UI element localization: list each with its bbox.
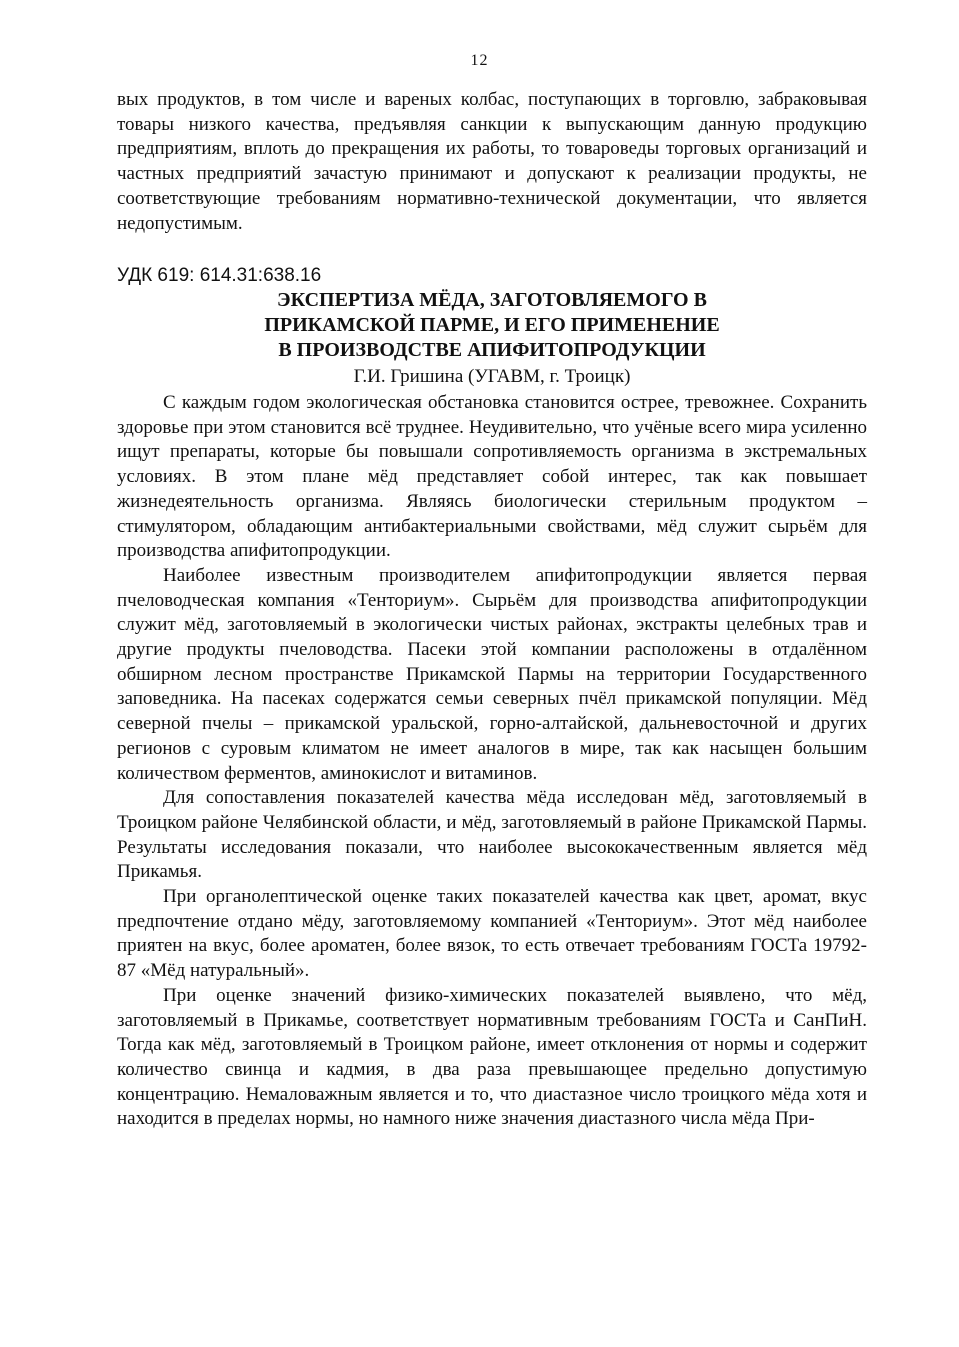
article-title	[117, 288, 867, 363]
body-paragraph: Наиболее известным производителем апифитопродукции является первая пчеловодческая компания «Тенториум». Сырьём для производства апифитопродукции служит мёд, заготовляемый в экологически чистых районах, экстракты целебных трав и другие продукты пчеловодства. Пасеки этой компании расположены в отдалённом обширном лесном пространстве Прикамской Пармы на территории Государственного заповедника. На пасеках содержатся семьи северных пчёл прикамской популяции. Мёд северной пчелы – прикамской уральской, горно-алтайской, дальневосточной и других регионов с суровым климатом не имеет аналогов в мире, так как насыщен большим количеством ферментов, аминокислот и витаминов.	[117, 564, 867, 784]
body-paragraph: Для сопоставления показателей качества мёда исследован мёд, заготовляемый в Троицком районе Челябинской области, и мёд, заготовляемый в районе Прикамской Пармы. Результаты исследования показали, что наиболее высококачественным является мёд Прикамья.	[117, 787, 867, 883]
title-line: ПРИКАМСКОЙ ПАРМЕ, И ЕГО ПРИМЕНЕНИЕ	[264, 314, 720, 336]
body-paragraph: С каждым годом экологическая обстановка становится острее, тревожнее. Сохранить здоровье при этом становится всё труднее. Неудивительно, что учёные всего мира усиленно ищут препараты, которые бы повышали сопротивляемость организма в экстремальных условиях. В этом плане мёд представляет собой интерес, так как повышает жизнедеятельность организма. Являясь биологически стерильным продуктом – стимулятором, обладающим антибактериальными свойствами, мёд служит сырьём для производства апифитопродукции.	[117, 392, 867, 562]
title-line: В ПРОИЗВОДСТВЕ АПИФИТОПРОДУКЦИИ	[278, 339, 706, 361]
authors-line: Г.И. Гришина (УГАВМ, г. Троицк)	[353, 366, 631, 387]
article-body	[117, 391, 867, 1132]
body-paragraph: При оценке значений физико-химических показателей выявлено, что мёд, заготовляемый в Прикамье, соответствует нормативным требованиям ГОСТа и СанПиН. Тогда как мёд, заготовляемый в Троицком районе, имеет отклонения от нормы и содержит количество свинца и кадмия, в два раза превышающее предельно допустимую концентрацию. Немаловажным является и то, что диастазное число троицкого мёда хотя и находится в пределах нормы, но намного ниже значения диастазного числа мёда При-	[117, 984, 867, 1130]
body-paragraph: При органолептической оценке таких показателей качества как цвет, аромат, вкус предпочтение отдано мёду, заготовляемому компанией «Тенториум». Этот мёд наиболее приятен на вкус, более ароматен, более вязок, то есть отвечает требованиям ГОСТа 19792-87 «Мёд натуральный».	[117, 886, 867, 982]
title-line: ЭКСПЕРТИЗА МЁДА, ЗАГОТОВЛЯЕМОГО В	[277, 289, 707, 311]
udc-code: УДК 619: 614.31:638.16	[117, 265, 322, 286]
intro-paragraph: вых продуктов, в том числе и вареных колбас, поступающих в торговлю, забраковывая товары низкого качества, предъявляя санкции к выпускающим данную продукцию предприятиям, вплоть до прекращения их работы, то товароведы торговых организаций и частных предприятий зачастую принимают и допускают к реализации продукты, не соответствующие требованиям нормативно-технической документации, что является недопустимым.	[117, 89, 867, 234]
page-number: 12	[470, 52, 489, 69]
intro-continuation	[117, 88, 867, 236]
